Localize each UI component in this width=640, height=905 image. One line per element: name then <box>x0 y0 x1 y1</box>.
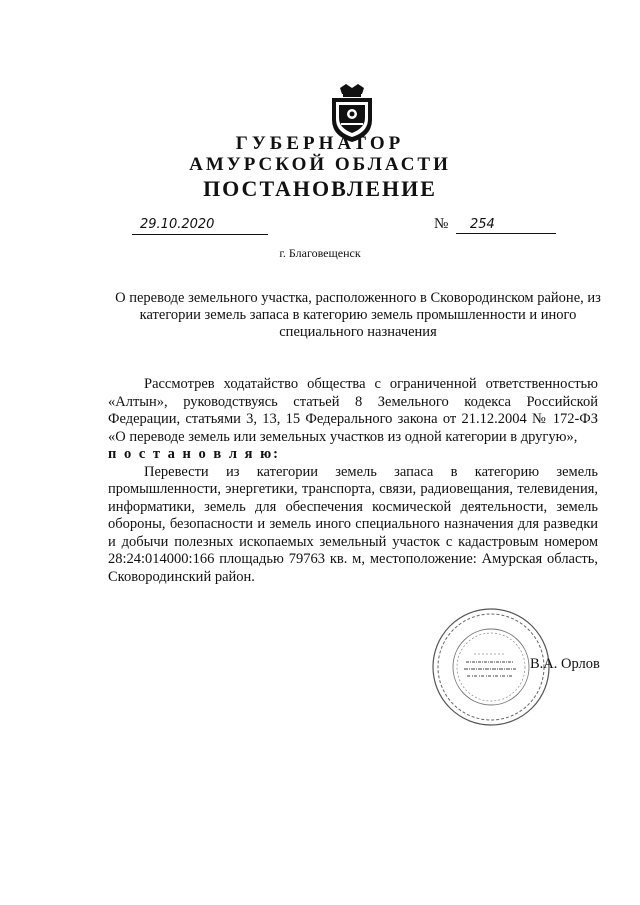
number-sign: № <box>434 216 449 232</box>
header-region: АМУРСКОЙ ОБЛАСТИ <box>189 154 451 175</box>
decree-word: п о с т а н о в л я ю: <box>108 446 280 462</box>
document-date: 29.10.2020 <box>132 218 268 235</box>
document-subject: О переводе земельного участка, расположенного в Сковородинском районе, из категории земель запаса в категорию земель промышленности и иного специального назначения <box>115 290 601 340</box>
city: г. Благовещенск <box>279 246 361 260</box>
header-governor: ГУБЕРНАТОР <box>235 133 405 154</box>
body-paragraph-resolution: Перевести из категории земель запаса в категорию земель промышленности, энергетики, транспорта, связи, радиовещания, телевидения, информатики, земель для обеспечения космической деятельности, земель обороны, безопасности и земель иного специального назначения для разведки и добычи полезных ископаемых земельный участок с кадастровым номером 28:24:014000:166 площадью 79763 кв. м, местоположение: Амурская область, Сковородинский район. <box>108 463 598 585</box>
body-paragraph-preamble: Рассмотрев ходатайство общества с ограниченной ответственностью «Алтын», руководствуясь статьей 8 Земельного кодекса Российской Федерации, статьями 3, 13, 15 Федерального закона от 21.12.2004 № 172-ФЗ «О переводе земель или земельных участков из одной категории в другую», <box>108 376 598 445</box>
document-number: 254 <box>456 218 556 234</box>
document-body <box>108 376 598 586</box>
signer-name: В.А. Орлов <box>530 656 600 672</box>
document-type: ПОСТАНОВЛЕНИЕ <box>203 176 437 201</box>
